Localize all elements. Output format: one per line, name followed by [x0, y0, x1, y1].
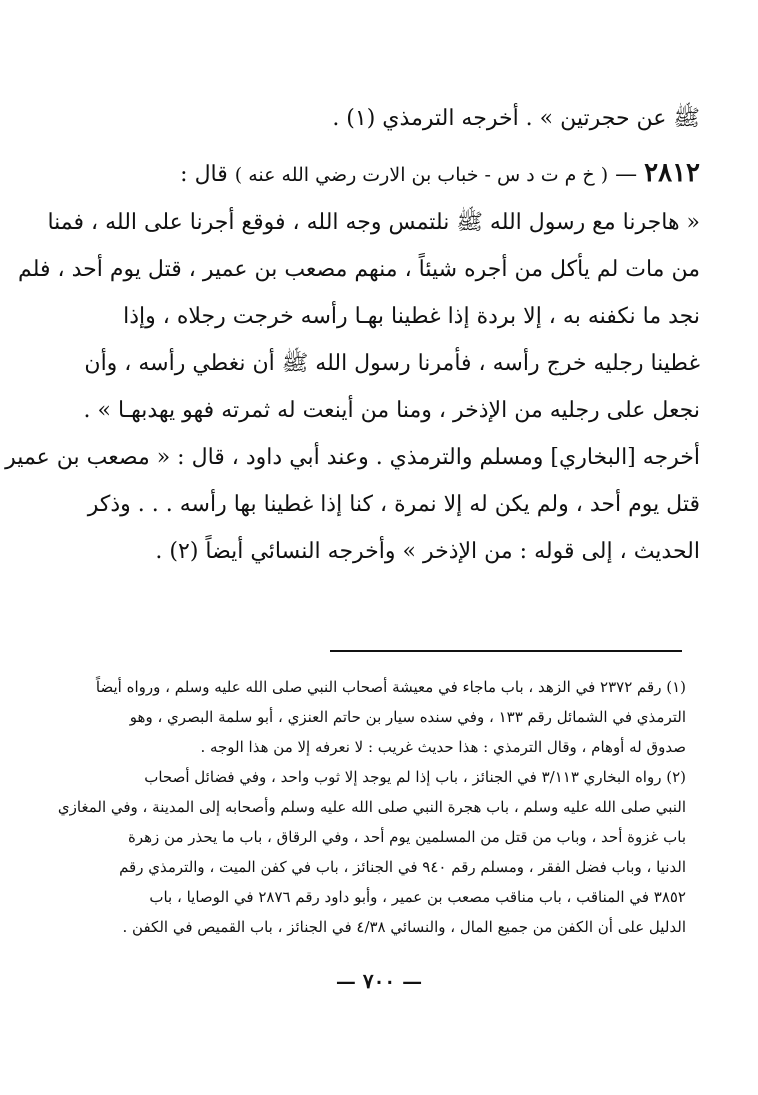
qala-label: قال : — [180, 162, 228, 187]
footnote-line: النبي صلى الله عليه وسلم ، باب هجرة النبي صلى الله عليه وسلم وأصحابه إلى المدينة ، وفي المغازي — [57, 798, 686, 816]
text-line: أخرجه [البخاري] ومسلم والترمذي . وعند أبي داود ، قال : « مصعب بن عمير — [5, 445, 700, 470]
narration-chain: ( خ م ت د س - خباب بن الارت رضي الله عنه ) — [234, 164, 609, 186]
page-number: — ٧٠٠ — — [335, 969, 423, 993]
footnote-line: ٣٨٥٢ في المناقب ، باب مناقب مصعب بن عمير ، وأبو داود رقم ٢٨٧٦ في الوصايا ، باب — [149, 888, 686, 906]
text-line: غطينا رجليه خرج رأسه ، فأمرنا رسول الله ﷺ أن نغطي رأسه ، وأن — [84, 351, 700, 376]
footnote-line: صدوق له أوهام ، وقال الترمذي : هذا حديث غريب : لا نعرفه إلا من هذا الوجه . — [200, 738, 686, 756]
text-line: نجد ما نكفنه به ، إلا بردة إذا غطينا بهـا رأسه خرجت رجلاه ، وإذا — [123, 304, 700, 329]
footnote-line: الترمذي في الشمائل رقم ١٣٣ ، وفي سنده سيار بن حاتم العنزي ، أبو سلمة البصري ، وهو — [129, 708, 686, 726]
text-line: « هاجرنا مع رسول الله ﷺ نلتمس وجه الله ، فوقع أجرنا على الله ، فمنا — [47, 210, 700, 235]
footnote-line: الدنيا ، وباب فضل الفقر ، ومسلم رقم ٩٤٠ في الجنائز ، باب في كفن الميت ، والترمذي رقم — [119, 858, 686, 876]
main-text — [5, 95, 700, 575]
footnotes — [57, 672, 686, 942]
footnote-line: (١) رقم ٢٣٧٢ في الزهد ، باب ماجاء في معيشة أصحاب النبي صلى الله عليه وسلم ، ورواه أيضاً — [95, 678, 686, 696]
footnote-line: (٢) رواه البخاري ٣/١١٣ في الجنائز ، باب إذا لم يوجد إلا ثوب واحد ، وفي فضائل أصحاب — [144, 768, 686, 786]
text-line: من مات لم يأكل من أجره شيئاً ، منهم مصعب بن عمير ، قتل يوم أحد ، فلم — [18, 257, 700, 282]
text-line: الحديث ، إلى قوله : من الإذخر » وأخرجه النسائي أيضاً (٢) . — [155, 539, 700, 564]
footnote-line: الدليل على أن الكفن من جميع المال ، والنسائي ٤/٣٨ في الجنائز ، باب القميص في الكفن . — [122, 918, 686, 936]
footnote-divider — [330, 650, 682, 652]
previous-hadith-ending: ﷺ عن حجرتين » . أخرجه الترمذي (١) . — [332, 106, 700, 131]
hadith-header: ٢٨١٢ — ( خ م ت د س - خباب بن الارت رضي الله عنه ) قال : — [180, 158, 700, 188]
text-line: قتل يوم أحد ، ولم يكن له إلا نمرة ، كنا إذا غطينا بها رأسه . . . وذكر — [87, 492, 700, 517]
text-line: نجعل على رجليه من الإذخر ، ومنا من أينعت له ثمرته فهو يهدبهـا » . — [83, 398, 700, 423]
footnote-line: باب غزوة أحد ، وباب من قتل من المسلمين يوم أحد ، وفي الرقاق ، باب ما يحذر من زهرة — [128, 828, 686, 846]
hadith-number: ٢٨١٢ — [644, 158, 700, 188]
